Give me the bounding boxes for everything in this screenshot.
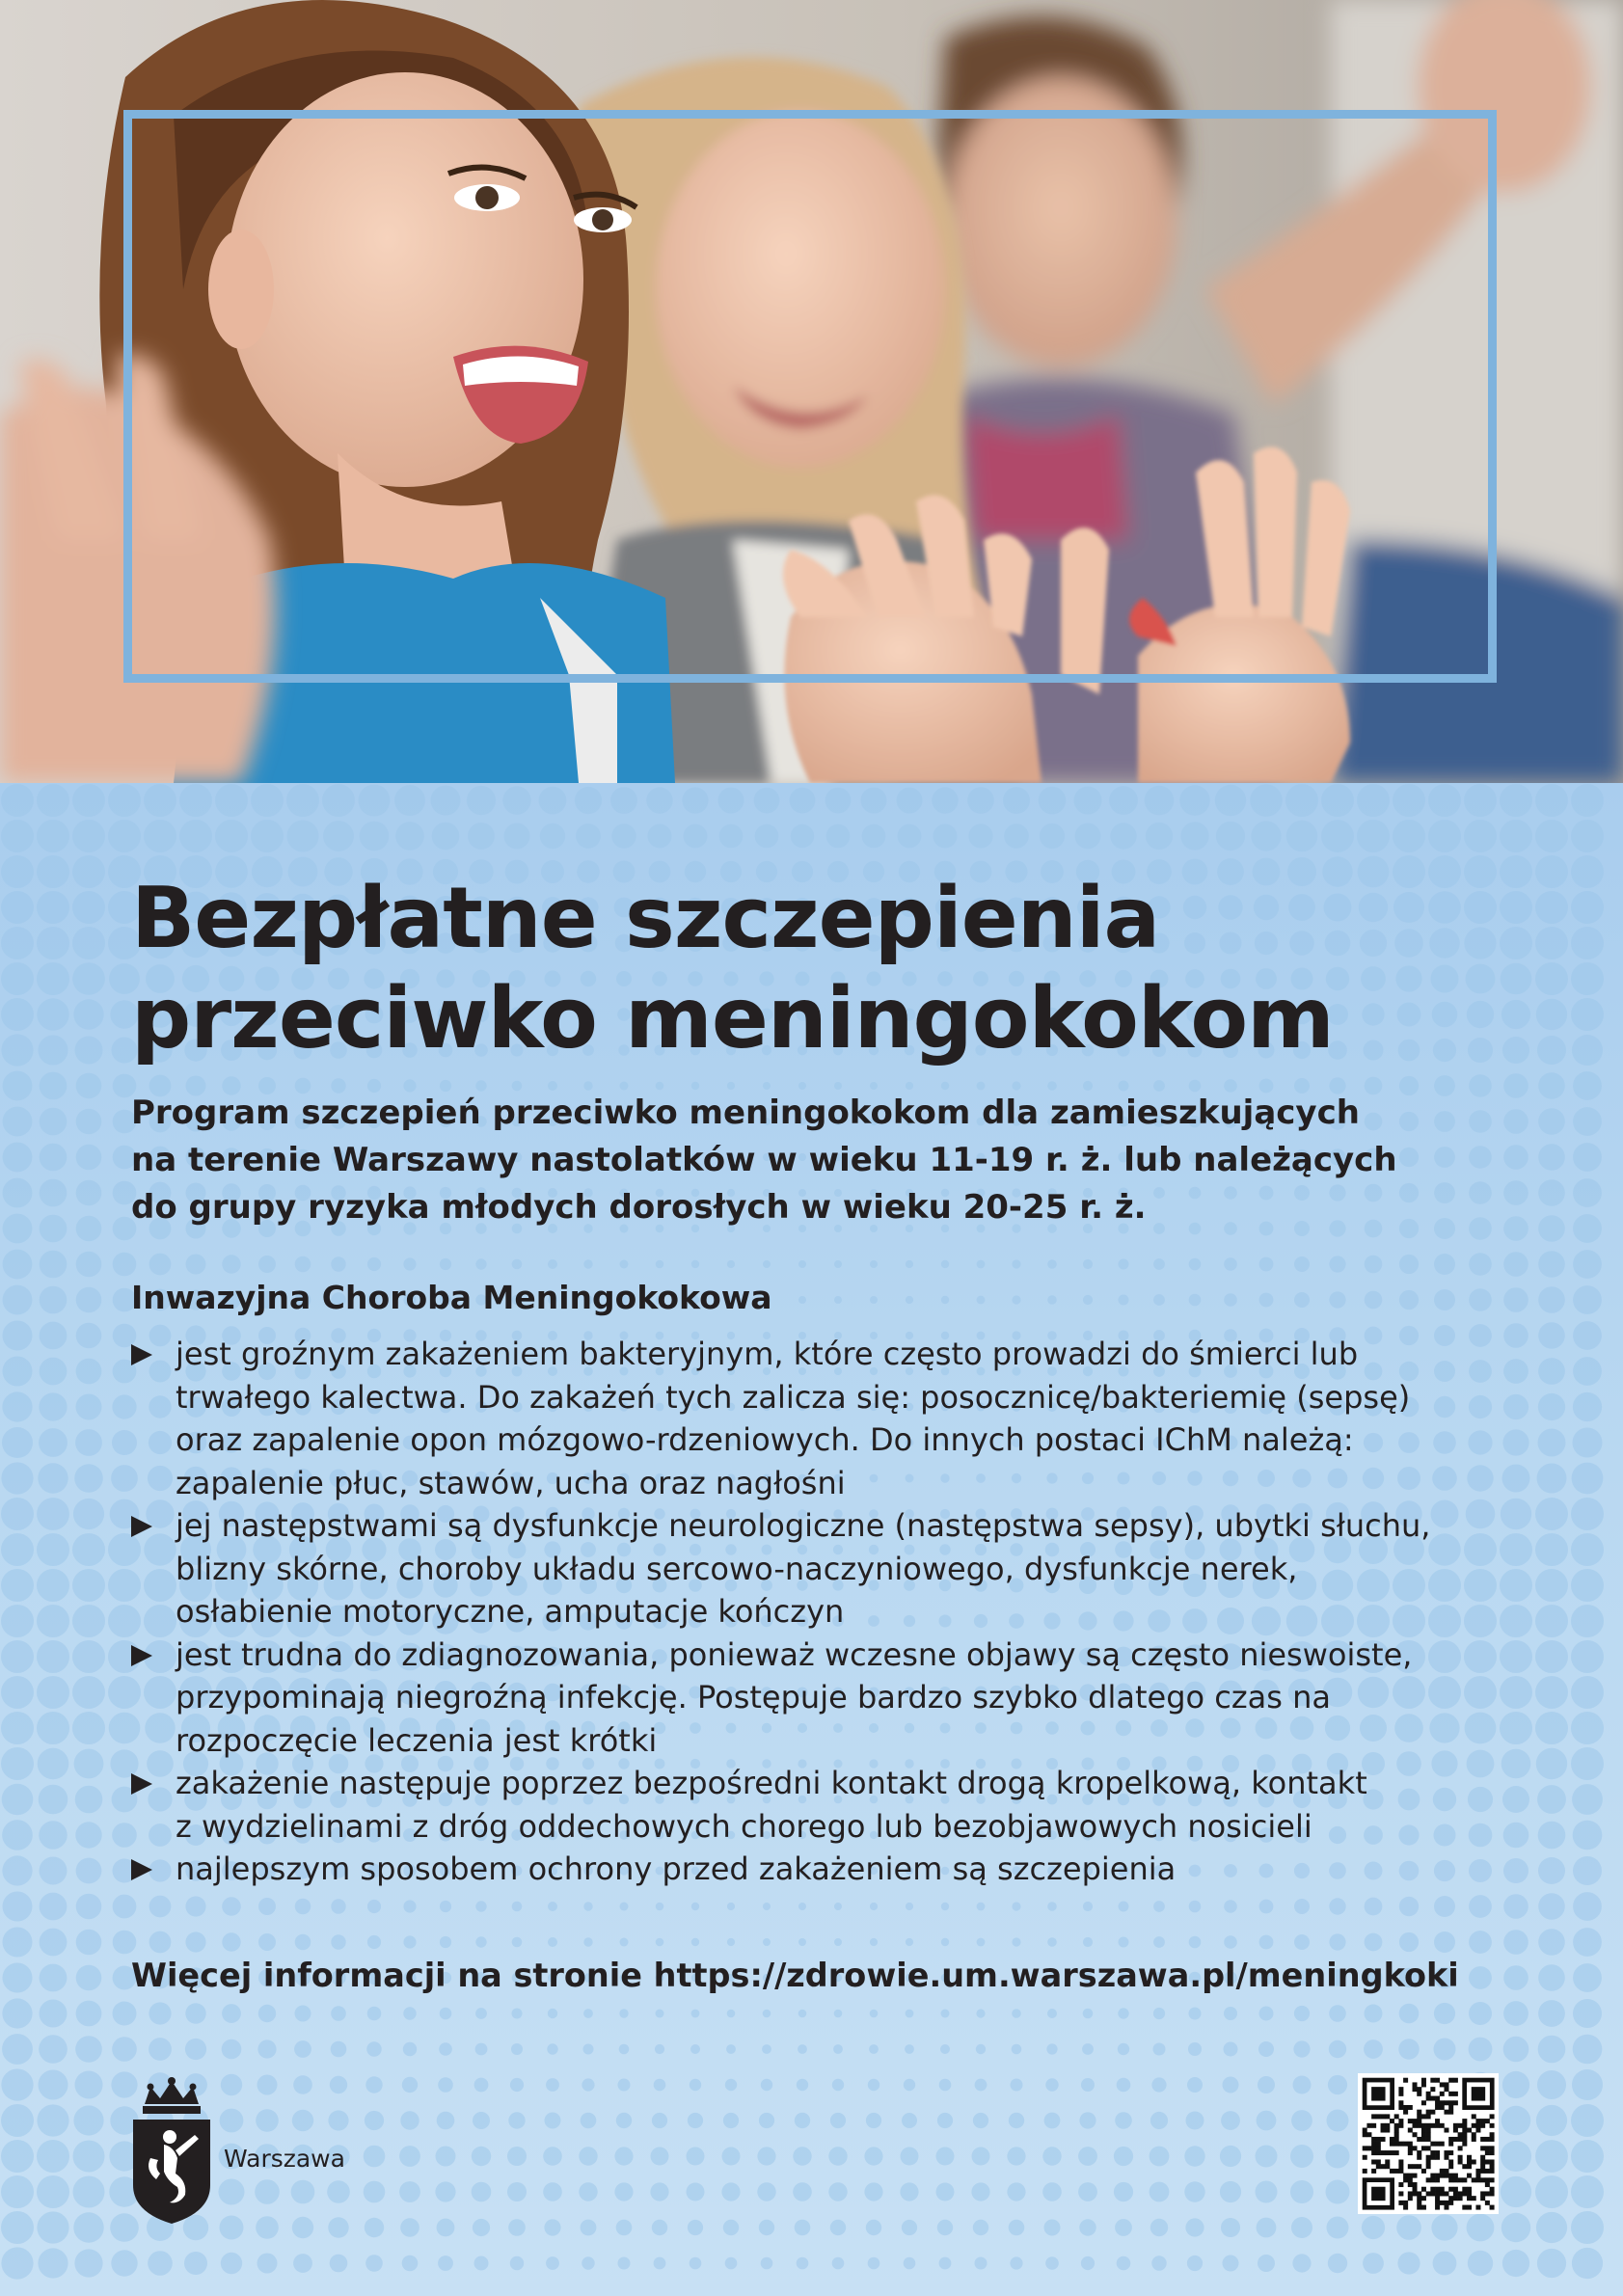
fact-list-item: [131, 1333, 1520, 1504]
info-panel: [0, 783, 1623, 2296]
fact-text-line: osłabienie motoryczne, amputacje kończyn: [176, 1593, 845, 1630]
fact-text-line: najlepszym sposobem ochrony przed zakażeniem są szczepienia: [176, 1850, 1177, 1887]
warsaw-coat-of-arms-icon: [131, 2077, 212, 2224]
fact-text-line: zakażenie następuje poprzez bezpośredni kontakt drogą kropelkową, kontakt: [176, 1765, 1367, 1801]
fact-text-line: jest trudna do zdiagnozowania, ponieważ wczesne objawy są często nieswoiste,: [176, 1635, 1413, 1673]
triangle-right-icon: [131, 1516, 152, 1537]
page-title: [131, 868, 1520, 1068]
fact-list-item: [131, 1848, 1520, 1891]
city-label: Warszawa: [224, 2145, 345, 2173]
fact-list-item: [131, 1504, 1520, 1634]
program-description: [131, 1090, 1520, 1231]
triangle-right-icon: [131, 1344, 152, 1365]
fact-list-item: [131, 1762, 1520, 1848]
title-line-1: Bezpłatne szczepienia: [131, 869, 1160, 967]
fact-text-line: zapalenie płuc, stawów, ucha oraz nagłośni: [176, 1464, 846, 1501]
lead-line-1: Program szczepień przeciwko meningokokom dla zamieszkujących: [131, 1094, 1360, 1132]
fact-list: [131, 1333, 1520, 1891]
fact-text-line: jest groźnym zakażeniem bakteryjnym, które często prowadzi do śmierci lub: [176, 1336, 1359, 1372]
fact-text-line: jej następstwami są dysfunkcje neurologiczne (następstwa sepsy), ubytki słuchu,: [176, 1507, 1431, 1544]
qr-code-icon[interactable]: [1358, 2073, 1499, 2214]
section-heading: Inwazyjna Choroba Meningokokowa: [131, 1279, 772, 1316]
fact-text-line: trwałego kalectwa. Do zakażeń tych zalicza się: posocznicę/bakteriemię (sepsę): [176, 1378, 1411, 1416]
fact-text-line: rozpoczęcie leczenia jest krótki: [176, 1721, 658, 1759]
triangle-right-icon: [131, 1859, 152, 1880]
hero-photo: [0, 0, 1623, 783]
lead-line-3: do grupy ryzyka młodych dorosłych w wieku 20-25 r. ż.: [131, 1188, 1147, 1227]
photo-frame: [123, 110, 1497, 683]
triangle-right-icon: [131, 1645, 152, 1666]
fact-text-line: oraz zapalenie opon mózgowo-rdzeniowych. Do innych postaci IChM należą:: [176, 1421, 1354, 1458]
fact-text-line: przypominają niegroźną infekcję. Postępuje bardzo szybko dlatego czas na: [176, 1679, 1332, 1715]
fact-list-item: [131, 1634, 1520, 1763]
triangle-right-icon: [131, 1773, 152, 1795]
fact-text-line: blizny skórne, choroby układu sercowo-naczyniowego, dysfunkcje nerek,: [176, 1550, 1298, 1587]
fact-text-line: z wydzielinami z dróg oddechowych chorego lub bezobjawowych nosicieli: [176, 1807, 1312, 1845]
more-info-link[interactable]: Więcej informacji na stronie https://zdrowie.um.warszawa.pl/meningkoki: [131, 1957, 1459, 1994]
title-line-2: przeciwko meningokokom: [131, 969, 1334, 1067]
lead-line-2: na terenie Warszawy nastolatków w wieku 11-19 r. ż. lub należących: [131, 1141, 1397, 1179]
